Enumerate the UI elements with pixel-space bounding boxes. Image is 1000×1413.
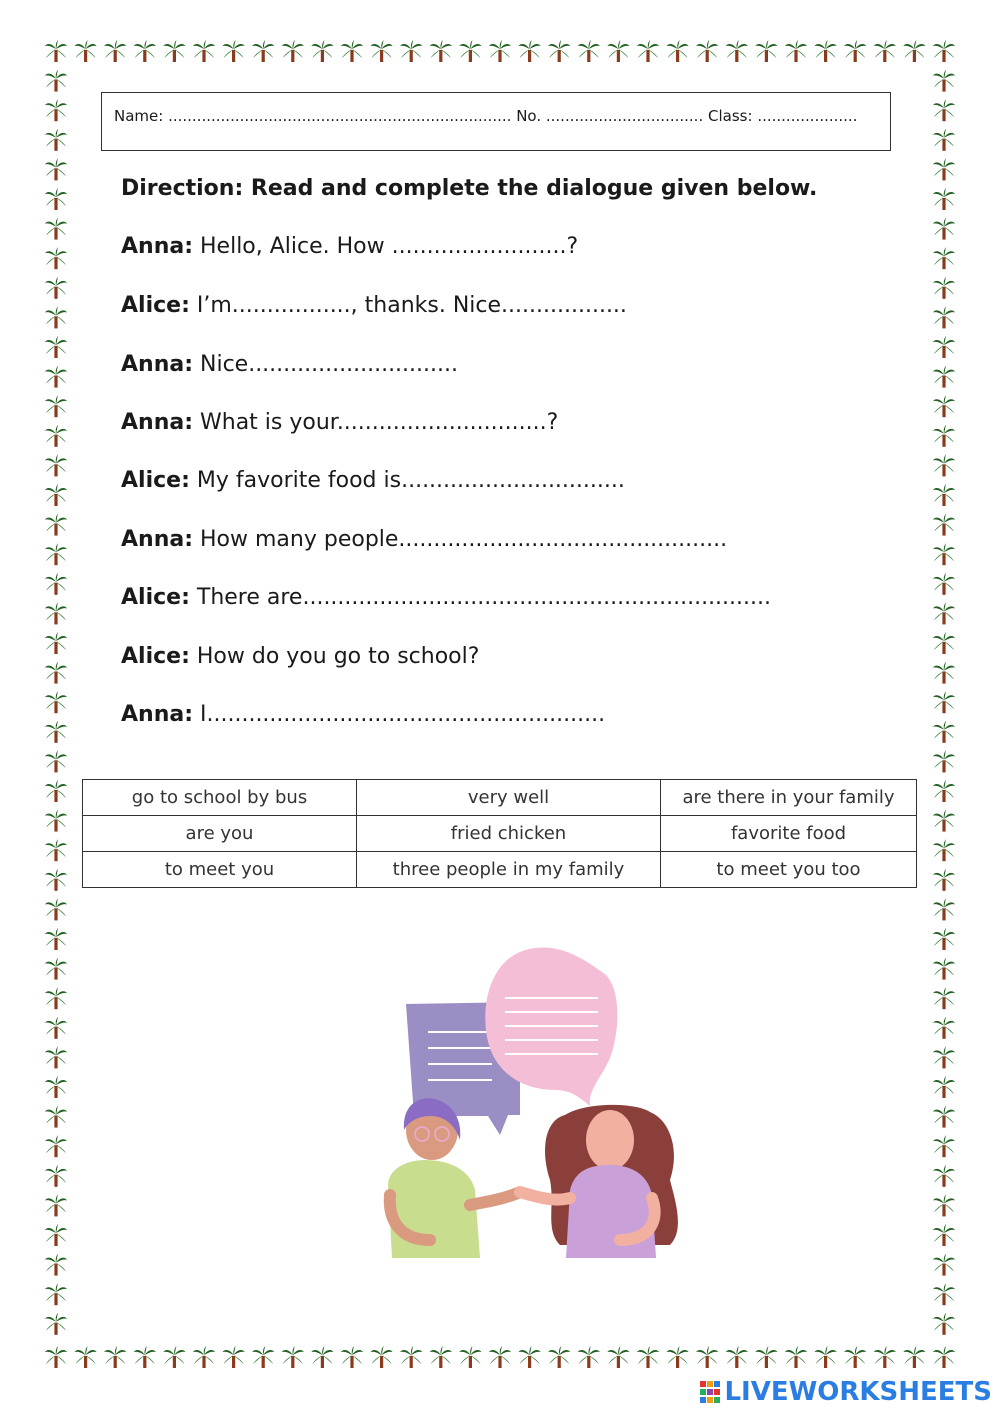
- palm-tree-icon: [933, 1194, 955, 1216]
- palm-tree-icon: [933, 543, 955, 565]
- palm-tree-icon: [933, 810, 955, 832]
- palm-tree-icon: [104, 40, 126, 62]
- palm-tree-icon: [903, 1346, 925, 1368]
- palm-tree-icon: [45, 129, 67, 151]
- palm-tree-icon: [45, 484, 67, 506]
- palm-tree-icon: [667, 1346, 689, 1368]
- palm-tree-icon: [933, 1046, 955, 1068]
- palm-tree-icon: [193, 1346, 215, 1368]
- palm-tree-icon: [933, 1017, 955, 1039]
- palm-tree-icon: [45, 632, 67, 654]
- palm-tree-icon: [933, 1076, 955, 1098]
- palm-tree-icon: [45, 1106, 67, 1128]
- palm-tree-icon: [933, 277, 955, 299]
- palm-tree-icon: [637, 1346, 659, 1368]
- right-girl: [520, 1105, 678, 1258]
- palm-tree-icon: [755, 1346, 777, 1368]
- palm-tree-icon: [282, 40, 304, 62]
- palm-tree-icon: [45, 277, 67, 299]
- palm-tree-icon: [45, 1254, 67, 1276]
- palm-tree-icon: [785, 40, 807, 62]
- palm-tree-icon: [933, 366, 955, 388]
- word-bank-cell[interactable]: fried chicken: [357, 816, 661, 852]
- palm-tree-icon: [371, 1346, 393, 1368]
- dialogue-text: How many people...............................................: [200, 527, 728, 552]
- palm-tree-icon: [933, 869, 955, 891]
- palm-tree-icon: [45, 99, 67, 121]
- word-bank-cell[interactable]: very well: [357, 780, 661, 816]
- palm-tree-icon: [45, 1165, 67, 1187]
- palm-tree-icon: [933, 1165, 955, 1187]
- speaker-label: Alice:: [121, 293, 190, 318]
- name-field[interactable]: ........................................................................: [168, 107, 512, 125]
- palm-tree-icon: [933, 662, 955, 684]
- dialogue-text: How do you go to school?: [196, 644, 480, 669]
- palm-tree-icon: [400, 1346, 422, 1368]
- palm-tree-icon: [45, 158, 67, 180]
- palm-tree-icon: [933, 158, 955, 180]
- dialogue-line[interactable]: [121, 585, 771, 610]
- palm-tree-icon: [163, 1346, 185, 1368]
- table-row: [83, 780, 917, 816]
- palm-tree-icon: [933, 454, 955, 476]
- palm-tree-icon: [45, 573, 67, 595]
- palm-tree-icon: [519, 1346, 541, 1368]
- palm-tree-icon: [637, 40, 659, 62]
- palm-tree-icon: [548, 1346, 570, 1368]
- palm-tree-icon: [45, 247, 67, 269]
- palm-tree-icon: [726, 1346, 748, 1368]
- palm-tree-icon: [45, 1135, 67, 1157]
- dialogue-text: Nice..............................: [200, 352, 458, 377]
- speaker-label: Alice:: [121, 644, 190, 669]
- palm-tree-icon: [785, 1346, 807, 1368]
- palm-tree-icon: [696, 1346, 718, 1368]
- speaker-label: Alice:: [121, 585, 190, 610]
- palm-tree-icon: [134, 1346, 156, 1368]
- palm-tree-icon: [45, 425, 67, 447]
- palm-tree-icon: [755, 40, 777, 62]
- palm-tree-icon: [933, 336, 955, 358]
- palm-tree-icon: [933, 99, 955, 121]
- palm-tree-icon: [45, 336, 67, 358]
- logo-text: LIVEWORKSHEETS: [724, 1377, 992, 1407]
- palm-tree-icon: [933, 721, 955, 743]
- dialogue-line[interactable]: [121, 234, 578, 259]
- palm-tree-icon: [548, 40, 570, 62]
- palm-tree-icon: [430, 1346, 452, 1368]
- palm-tree-icon: [311, 1346, 333, 1368]
- palm-tree-icon: [903, 40, 925, 62]
- palm-tree-icon: [933, 1254, 955, 1276]
- palm-tree-icon: [45, 1283, 67, 1305]
- palm-tree-icon: [45, 40, 67, 62]
- palm-tree-icon: [45, 70, 67, 92]
- word-bank-cell[interactable]: to meet you too: [661, 852, 917, 888]
- palm-tree-icon: [519, 40, 541, 62]
- speaker-label: Anna:: [121, 234, 193, 259]
- number-field[interactable]: .................................: [545, 107, 704, 125]
- palm-tree-icon: [933, 218, 955, 240]
- palm-tree-icon: [45, 1224, 67, 1246]
- class-field[interactable]: .....................: [757, 107, 858, 125]
- palm-tree-icon: [459, 1346, 481, 1368]
- palm-tree-icon: [933, 1346, 955, 1368]
- speaker-label: Anna:: [121, 410, 193, 435]
- palm-tree-icon: [371, 40, 393, 62]
- palm-tree-icon: [933, 1135, 955, 1157]
- palm-tree-icon: [45, 395, 67, 417]
- palm-tree-icon: [282, 1346, 304, 1368]
- palm-tree-icon: [45, 662, 67, 684]
- palm-tree-icon: [45, 1017, 67, 1039]
- palm-tree-icon: [933, 780, 955, 802]
- palm-tree-icon: [45, 602, 67, 624]
- palm-tree-icon: [933, 987, 955, 1009]
- dialogue-text: What is your..............................?: [200, 410, 559, 435]
- palm-tree-icon: [75, 1346, 97, 1368]
- palm-tree-icon: [726, 40, 748, 62]
- palm-tree-icon: [45, 958, 67, 980]
- word-bank-cell[interactable]: three people in my family: [357, 852, 661, 888]
- palm-tree-icon: [400, 40, 422, 62]
- palm-tree-icon: [607, 1346, 629, 1368]
- palm-tree-icon: [933, 1283, 955, 1305]
- palm-tree-icon: [45, 1076, 67, 1098]
- palm-tree-icon: [45, 454, 67, 476]
- name-label: Name:: [114, 107, 164, 125]
- palm-tree-icon: [578, 40, 600, 62]
- number-label: No.: [516, 107, 542, 125]
- word-bank-table: [82, 779, 917, 888]
- table-row: [83, 816, 917, 852]
- palm-tree-icon: [578, 1346, 600, 1368]
- speaker-label: Alice:: [121, 468, 190, 493]
- palm-tree-icon: [430, 40, 452, 62]
- two-girls-talking-illustration: [370, 940, 710, 1260]
- palm-tree-icon: [45, 543, 67, 565]
- palm-tree-icon: [75, 40, 97, 62]
- palm-tree-icon: [45, 218, 67, 240]
- dialogue-text: There are...................................................................: [196, 585, 772, 610]
- palm-tree-icon: [933, 395, 955, 417]
- palm-tree-icon: [933, 839, 955, 861]
- dialogue-line[interactable]: [121, 527, 727, 552]
- palm-tree-icon: [45, 928, 67, 950]
- dialogue-text: My favorite food is................................: [196, 468, 625, 493]
- palm-tree-icon: [815, 1346, 837, 1368]
- palm-tree-icon: [933, 484, 955, 506]
- speaker-label: Anna:: [121, 527, 193, 552]
- palm-tree-icon: [667, 40, 689, 62]
- palm-tree-icon: [933, 306, 955, 328]
- palm-tree-icon: [163, 40, 185, 62]
- palm-tree-icon: [696, 40, 718, 62]
- liveworksheets-logo[interactable]: [700, 1377, 992, 1407]
- dialogue-text: I’m................., thanks. Nice..................: [196, 293, 627, 318]
- palm-tree-icon: [45, 1046, 67, 1068]
- palm-tree-icon: [45, 1194, 67, 1216]
- dialogue-line[interactable]: [121, 702, 605, 727]
- palm-tree-icon: [252, 40, 274, 62]
- word-bank-cell[interactable]: go to school by bus: [83, 780, 357, 816]
- palm-tree-icon: [341, 40, 363, 62]
- palm-tree-icon: [844, 1346, 866, 1368]
- palm-tree-icon: [933, 750, 955, 772]
- dialogue-line[interactable]: [121, 410, 558, 435]
- palm-tree-icon: [45, 188, 67, 210]
- student-info-box: [101, 92, 891, 151]
- dialogue-line[interactable]: [121, 293, 627, 318]
- word-bank-cell[interactable]: are there in your family: [661, 780, 917, 816]
- palm-tree-icon: [933, 691, 955, 713]
- palm-tree-icon: [45, 898, 67, 920]
- palm-tree-icon: [933, 898, 955, 920]
- palm-tree-icon: [874, 1346, 896, 1368]
- table-row: [83, 852, 917, 888]
- palm-tree-icon: [607, 40, 629, 62]
- palm-tree-icon: [933, 129, 955, 151]
- word-bank-cell[interactable]: are you: [83, 816, 357, 852]
- speaker-label: Anna:: [121, 702, 193, 727]
- palm-tree-icon: [933, 928, 955, 950]
- palm-tree-icon: [933, 247, 955, 269]
- palm-tree-icon: [134, 40, 156, 62]
- palm-tree-icon: [933, 1106, 955, 1128]
- speaker-label: Anna:: [121, 352, 193, 377]
- palm-tree-icon: [45, 1346, 67, 1368]
- palm-tree-icon: [489, 1346, 511, 1368]
- palm-tree-icon: [45, 366, 67, 388]
- palm-tree-icon: [933, 514, 955, 536]
- word-bank-cell[interactable]: to meet you: [83, 852, 357, 888]
- palm-tree-icon: [223, 40, 245, 62]
- palm-tree-icon: [933, 602, 955, 624]
- palm-tree-icon: [45, 839, 67, 861]
- word-bank-cell[interactable]: favorite food: [661, 816, 917, 852]
- palm-tree-icon: [45, 721, 67, 743]
- palm-tree-icon: [45, 780, 67, 802]
- palm-tree-icon: [45, 987, 67, 1009]
- palm-tree-icon: [45, 810, 67, 832]
- palm-tree-icon: [459, 40, 481, 62]
- palm-tree-icon: [933, 573, 955, 595]
- palm-tree-icon: [933, 40, 955, 62]
- palm-tree-icon: [193, 40, 215, 62]
- palm-tree-icon: [933, 425, 955, 447]
- palm-tree-icon: [45, 691, 67, 713]
- palm-tree-icon: [45, 869, 67, 891]
- palm-tree-icon: [45, 306, 67, 328]
- dialogue-line: [121, 644, 479, 669]
- palm-tree-icon: [933, 632, 955, 654]
- palm-tree-icon: [223, 1346, 245, 1368]
- dialogue-line[interactable]: [121, 352, 458, 377]
- dialogue-text: I.........................................................: [200, 702, 606, 727]
- palm-tree-icon: [311, 40, 333, 62]
- palm-tree-icon: [489, 40, 511, 62]
- palm-tree-icon: [815, 40, 837, 62]
- palm-tree-icon: [933, 70, 955, 92]
- palm-tree-icon: [933, 1224, 955, 1246]
- palm-tree-icon: [104, 1346, 126, 1368]
- dialogue-line[interactable]: [121, 468, 625, 493]
- palm-tree-icon: [933, 188, 955, 210]
- class-label: Class:: [708, 107, 753, 125]
- palm-tree-icon: [45, 750, 67, 772]
- palm-tree-icon: [45, 514, 67, 536]
- palm-tree-icon: [933, 958, 955, 980]
- dialogue-text: Hello, Alice. How .........................?: [200, 234, 579, 259]
- palm-tree-icon: [844, 40, 866, 62]
- direction-heading: Direction: Read and complete the dialogue given below.: [121, 176, 818, 201]
- liveworksheets-logo-icon: [700, 1381, 720, 1403]
- palm-tree-icon: [45, 1313, 67, 1335]
- palm-tree-icon: [874, 40, 896, 62]
- palm-tree-icon: [252, 1346, 274, 1368]
- palm-tree-icon: [933, 1313, 955, 1335]
- palm-tree-icon: [341, 1346, 363, 1368]
